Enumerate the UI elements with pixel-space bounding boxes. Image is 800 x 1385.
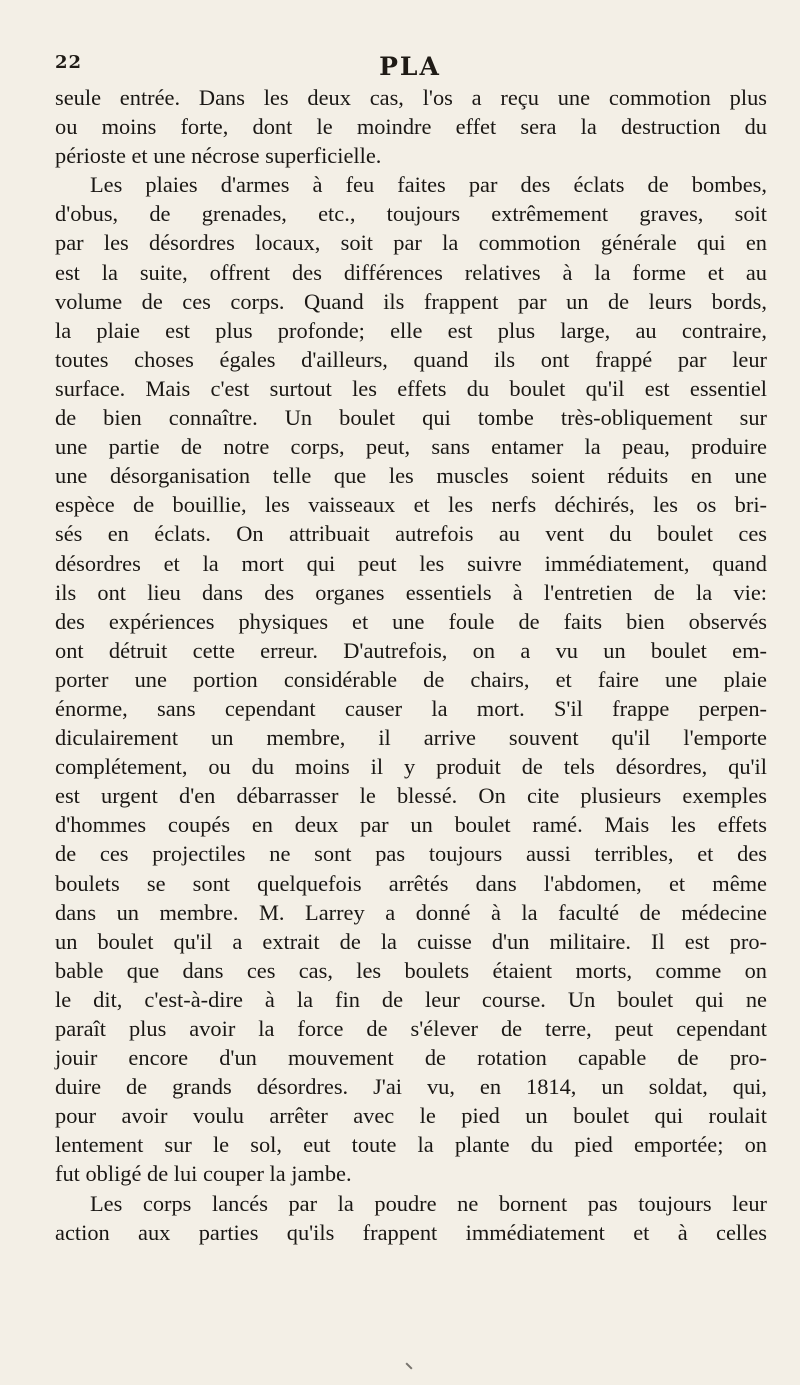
text-line: désordres et la mort qui peut les suivre immédiatement, quand xyxy=(55,550,767,576)
text-line: toutes choses égales d'ailleurs, quand ils ont frappé par leur xyxy=(55,346,767,372)
text-line: complétement, ou du moins il y produit de tels désordres, qu'il xyxy=(55,754,767,780)
text-line: une désorganisation telle que les muscles soient réduits en une xyxy=(55,463,767,489)
text-line: des expériences physiques et une foule de faits bien observés xyxy=(55,608,767,634)
text-line: volume de ces corps. Quand ils frappent par un de leurs bords, xyxy=(55,288,767,314)
text-line: est la suite, offrent des différences relatives à la forme et au xyxy=(55,259,767,285)
text-line: boulets se sont quelquefois arrêtés dans l'abdomen, et même xyxy=(55,870,767,896)
text-line: d'obus, de grenades, etc., toujours extrêmement graves, soit xyxy=(55,201,767,227)
text-line: paraît plus avoir la force de s'élever de terre, peut cependant xyxy=(55,1016,767,1041)
text-line: périoste et une nécrose superficielle. xyxy=(55,143,382,169)
page-number: 22 xyxy=(55,52,83,73)
page-header xyxy=(55,52,765,82)
text-line: par les désordres locaux, soit par la commotion générale qui en xyxy=(55,230,767,256)
text-line: pour avoir voulu arrêter avec le pied un boulet qui roulait xyxy=(55,1103,767,1129)
text-line: seule entrée. Dans les deux cas, l'os a reçu une commotion plus xyxy=(55,85,767,110)
text-line: ou moins forte, dont le moindre effet sera la destruction du xyxy=(55,114,767,140)
text-line: de ces projectiles ne sont pas toujours aussi terribles, et des xyxy=(55,841,767,867)
text-line: ils ont lieu dans des organes essentiels à l'entretien de la vie: xyxy=(55,579,767,605)
text-line: bable que dans ces cas, les boulets étaient morts, comme on xyxy=(55,957,767,983)
text-line: dans un membre. M. Larrey a donné à la faculté de médecine xyxy=(55,899,767,925)
text-line: porter une portion considérable de chairs, et faire une plaie xyxy=(55,666,767,692)
text-line: Les corps lancés par la poudre ne bornent pas toujours leur xyxy=(90,1190,767,1216)
text-line: énorme, sans cependant causer la mort. S'il frappe perpen- xyxy=(55,695,767,721)
text-line: de bien connaître. Un boulet qui tombe très-obliquement sur xyxy=(55,405,767,431)
body-text xyxy=(55,83,767,1247)
text-line: ont détruit cette erreur. D'autrefois, on a vu un boulet em- xyxy=(55,637,767,663)
text-line: d'hommes coupés en deux par un boulet ramé. Mais les effets xyxy=(55,812,767,838)
printer-mark xyxy=(405,1362,412,1369)
running-head: PLA xyxy=(379,52,441,81)
text-line: la plaie est plus profonde; elle est plus large, au contraire, xyxy=(55,317,767,343)
text-line: surface. Mais c'est surtout les effets du boulet qu'il est essentiel xyxy=(55,375,767,401)
text-line: duire de grands désordres. J'ai vu, en 1814, un soldat, qui, xyxy=(55,1074,767,1100)
text-line: jouir encore d'un mouvement de rotation capable de pro- xyxy=(55,1045,767,1071)
text-line: fut obligé de lui couper la jambe. xyxy=(55,1161,352,1187)
text-line: lentement sur le sol, eut toute la plante du pied emportée; on xyxy=(55,1132,767,1158)
text-line: un boulet qu'il a extrait de la cuisse d'un militaire. Il est pro- xyxy=(55,928,767,954)
text-line: diculairement un membre, il arrive souvent qu'il l'emporte xyxy=(55,725,767,751)
text-line: Les plaies d'armes à feu faites par des éclats de bombes, xyxy=(90,172,767,198)
text-line: est urgent d'en débarrasser le blessé. On cite plusieurs exemples xyxy=(55,783,767,809)
text-line: action aux parties qu'ils frappent immédiatement et à celles xyxy=(55,1219,767,1245)
text-line: une partie de notre corps, peut, sans entamer la peau, produire xyxy=(55,434,767,460)
text-line: le dit, c'est-à-dire à la fin de leur course. Un boulet qui ne xyxy=(55,986,767,1012)
text-line: sés en éclats. On attribuait autrefois au vent du boulet ces xyxy=(55,521,767,547)
text-line: espèce de bouillie, les vaisseaux et les nerfs déchirés, les os bri- xyxy=(55,492,767,518)
